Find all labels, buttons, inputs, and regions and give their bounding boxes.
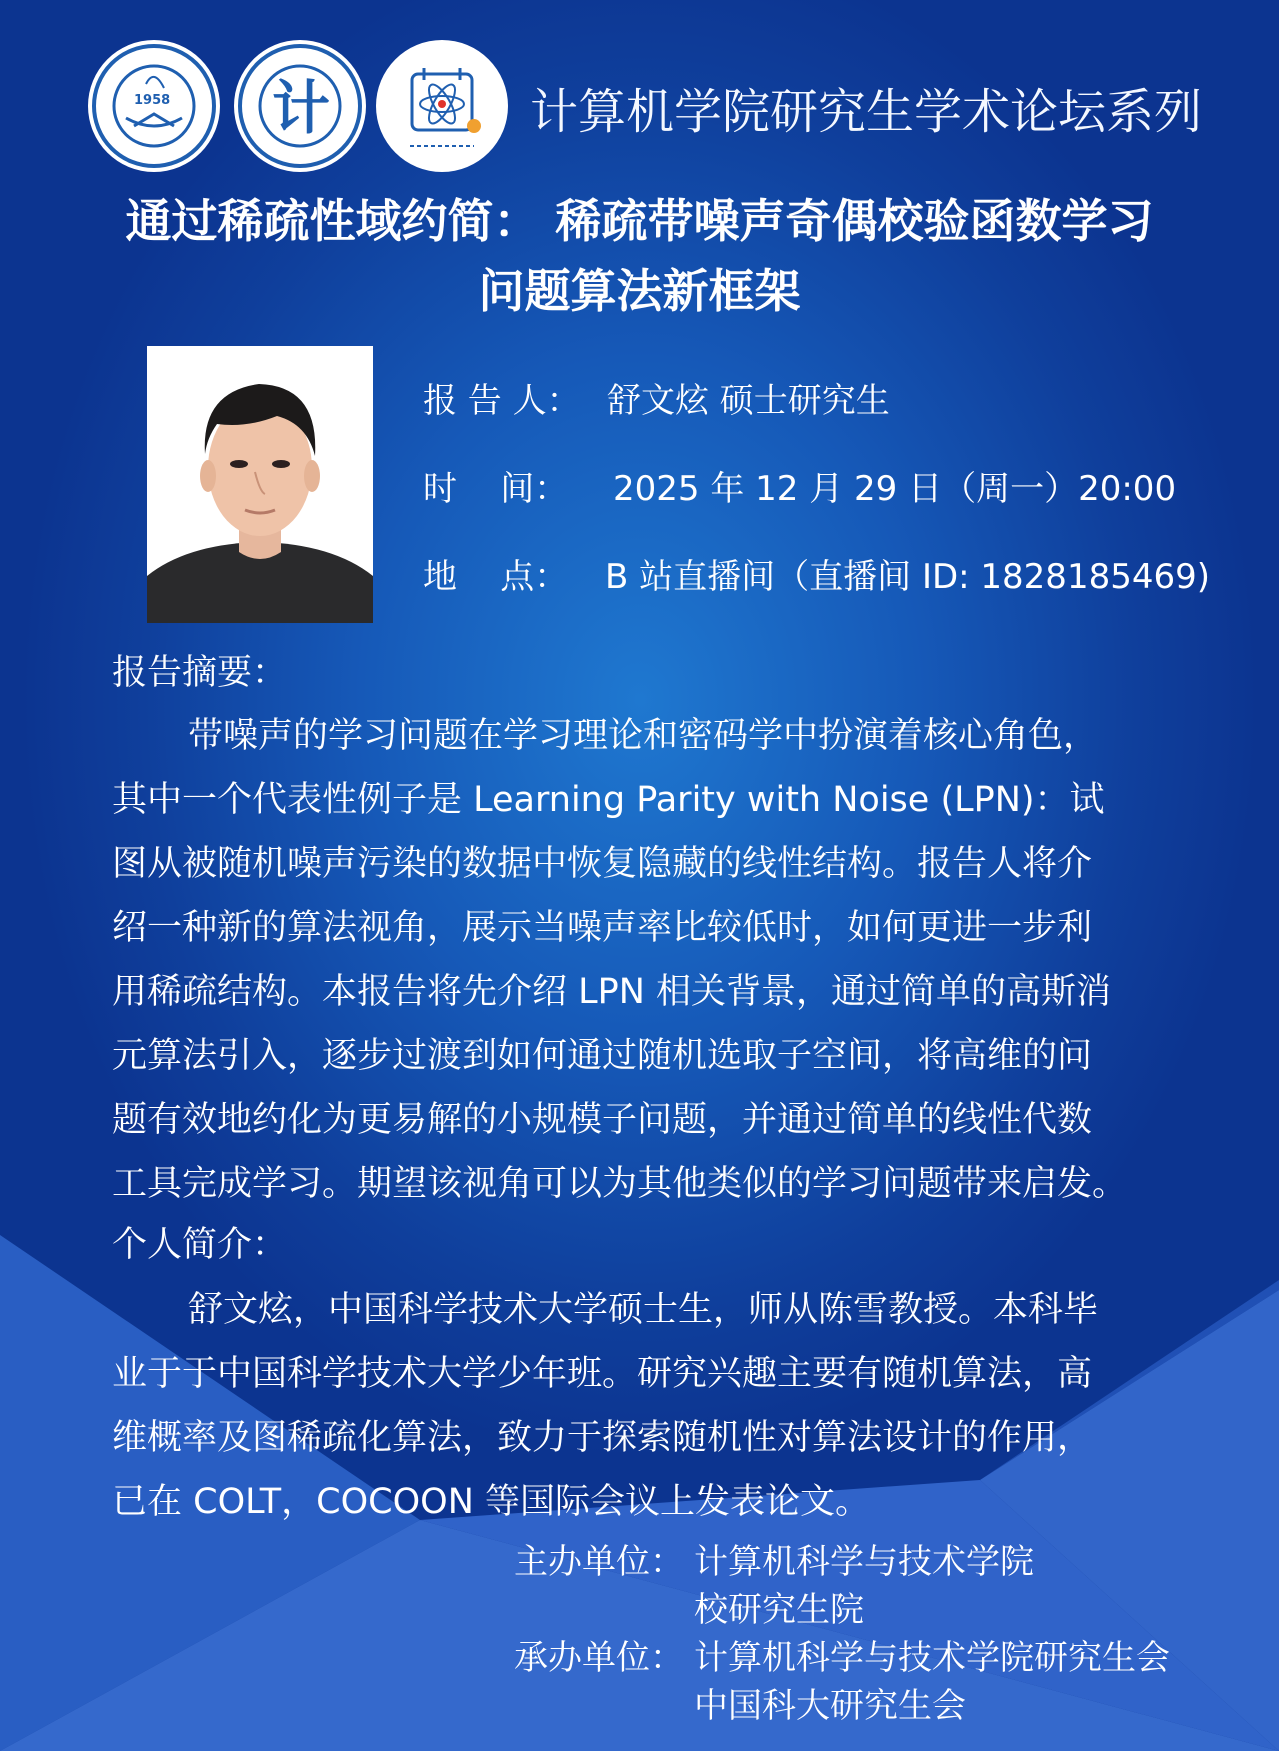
host-value: 校研究生院 — [694, 1590, 864, 1630]
place-label: 地 点： — [423, 557, 569, 597]
bio-line: 业于于中国科学技术大学少年班。研究兴趣主要有随机算法，高 — [112, 1354, 1093, 1394]
speaker-value: 舒文炫 硕士研究生 — [607, 381, 890, 421]
co-organizer-label: 承办单位： — [514, 1638, 684, 1678]
abstract-heading: 报告摘要： — [112, 653, 288, 693]
talk-title-line-1: 通过稀疏性域约简： 稀疏带噪声奇偶校验函数学习 — [125, 194, 1154, 248]
place-value: B 站直播间（直播间 ID: 1828185469) — [605, 557, 1210, 597]
host-value: 计算机科学与技术学院 — [694, 1542, 1034, 1582]
co-organizer-value: 计算机科学与技术学院研究生会 — [694, 1638, 1170, 1678]
graduate-forum-atom-logo-icon — [374, 38, 510, 174]
host-label: 主办单位： — [514, 1542, 684, 1582]
speaker-row — [423, 376, 1263, 426]
abstract-line: 图从被随机噪声污染的数据中恢复隐藏的线性结构。报告人将介 — [112, 844, 1093, 884]
abstract-line: 工具完成学习。期望该视角可以为其他类似的学习问题带来启发。 — [112, 1164, 1128, 1204]
time-row — [423, 464, 1263, 514]
bio-line: 维概率及图稀疏化算法，致力于探索随机性对算法设计的作用， — [112, 1418, 1093, 1458]
time-value: 2025 年 12 月 29 日（周一）20:00 — [613, 469, 1177, 509]
bio-text — [112, 1278, 1212, 1534]
computer-school-ji-emblem-icon — [232, 38, 368, 174]
ji-emblem-glyph: 计 — [272, 74, 331, 142]
abstract-line: 用稀疏结构。本报告将先介绍 LPN 相关背景，通过简单的高斯消 — [112, 972, 1112, 1012]
co-organizer-value: 中国科大研究生会 — [694, 1686, 966, 1726]
abstract-line: 元算法引入，逐步过渡到如何通过随机选取子空间，将高维的问 — [112, 1036, 1093, 1076]
ustc-seal-icon — [86, 38, 222, 174]
abstract-text — [112, 704, 1212, 1216]
bio-line: 舒文炫，中国科学技术大学硕士生，师从陈雪教授。本科毕 — [188, 1290, 1099, 1330]
abstract-line: 带噪声的学习问题在学习理论和密码学中扮演着核心角色， — [188, 716, 1099, 756]
bio-line: 已在 COLT，COCOON 等国际会议上发表论文。 — [112, 1482, 871, 1522]
talk-title-line-2: 问题算法新框架 — [478, 264, 801, 318]
talk-title — [40, 186, 1239, 326]
speaker-label: 报 告 人： — [423, 381, 581, 421]
abstract-line: 其中一个代表性例子是 Learning Parity with Noise (LPN)：试 — [112, 780, 1105, 820]
series-title: 计算机学院研究生学术论坛系列 — [530, 84, 1203, 140]
bio-heading: 个人简介： — [112, 1225, 288, 1265]
place-row — [423, 552, 1263, 602]
time-label: 时 间： — [423, 469, 569, 509]
abstract-line: 题有效地约化为更易解的小规模子问题，并通过简单的线性代数 — [112, 1100, 1093, 1140]
speaker-portrait-photo — [147, 346, 373, 623]
logo-strip — [86, 38, 506, 178]
abstract-line: 绍一种新的算法视角，展示当噪声率比较低时，如何更进一步利 — [112, 908, 1093, 948]
ustc-seal-year: 1958 — [134, 93, 171, 108]
